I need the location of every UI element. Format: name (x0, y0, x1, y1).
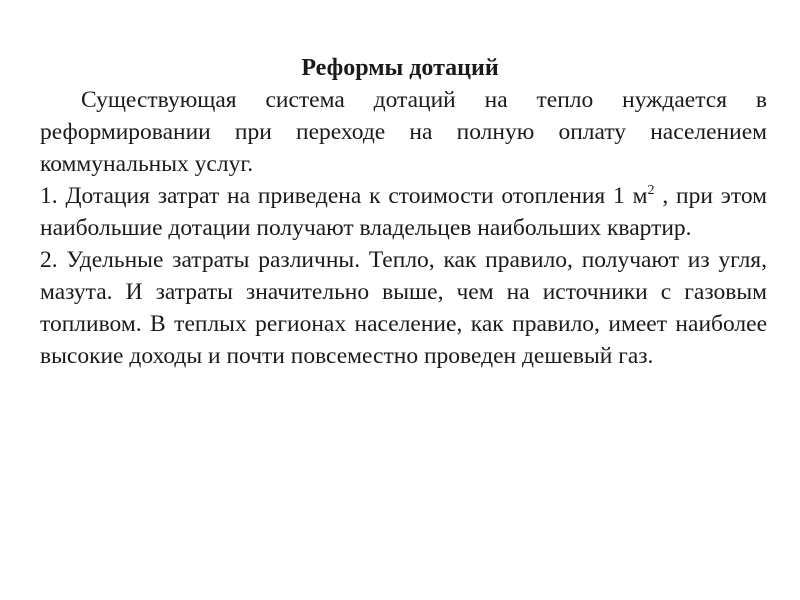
point-2-paragraph: 2. Удельные затраты различны. Тепло, как правило, получают из угля, мазута. И затраты значительно выше, чем на источники с газовым топливом. В теплых регионах население, как правило, имеет наиболее высокие доходы и почти повсеместно проведен дешевый газ. (40, 247, 767, 369)
point-1-paragraph (40, 180, 767, 244)
slide-body (40, 84, 767, 372)
intro-paragraph: Существующая система дотаций на тепло нуждается в реформировании при переходе на полную оплату населением коммунальных услуг. (40, 87, 767, 177)
point-1-text-continued: , при этом наибольшие дотации получают владельцев наибольших квартир. (40, 183, 767, 241)
point-1-text: 1. Дотация затрат на приведена к стоимости отопления 1 м (40, 183, 648, 209)
superscript-exponent: 2 (647, 183, 655, 199)
slide-title: Реформы дотаций (301, 55, 499, 81)
